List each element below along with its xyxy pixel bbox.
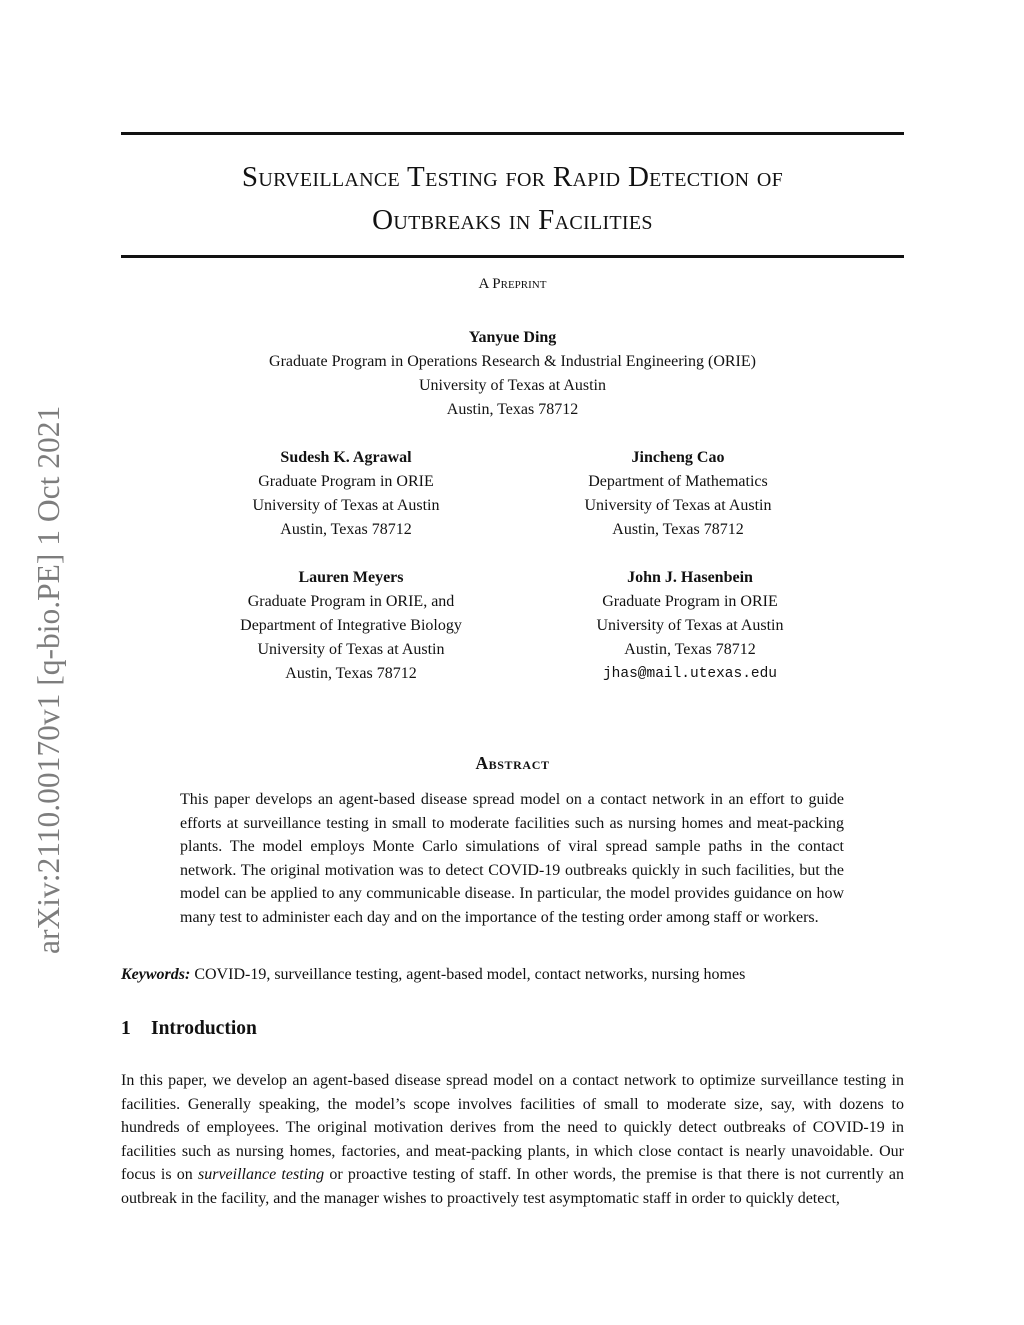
abstract-text: This paper develops an agent-based disease spread model on a contact network in an effort to guide efforts at surveillance testing in small to moderate facilities such as nursing homes and meat-packing plants. The model employs Monte Carlo simulations of viral spread sample paths in the contact network. The original motivation was to detect COVID-19 outbreaks quickly in such facilities, but the model can be applied to any communicable disease. In particular, the model provides guidance on how many test to administer each day and on the importance of the testing order among staff or workers.: [180, 791, 844, 926]
author-affiliation: Department of Integrative Biology: [240, 617, 462, 634]
author-block-meyers: [211, 566, 491, 686]
author-name: Jincheng Cao: [631, 449, 725, 466]
author-affiliation: University of Texas at Austin: [252, 497, 440, 514]
section-title: Introduction: [151, 1018, 257, 1039]
title-line-2: Outbreaks in Facilities: [372, 204, 653, 236]
author-affiliation: University of Texas at Austin: [596, 617, 784, 634]
author-affiliation: University of Texas at Austin: [584, 497, 772, 514]
bottom-rule: [121, 255, 904, 258]
keywords-text: COVID-19, surveillance testing, agent-based model, contact networks, nursing homes: [194, 966, 746, 983]
author-affiliation: Department of Mathematics: [588, 473, 768, 490]
preprint-label: A Preprint: [478, 276, 547, 292]
author-affiliation: Austin, Texas 78712: [612, 521, 744, 538]
author-block-ding: [121, 326, 904, 422]
author-email[interactable]: jhas@mail.utexas.edu: [602, 666, 778, 682]
section-heading: [121, 1018, 257, 1040]
author-affiliation: Graduate Program in ORIE, and: [247, 593, 455, 610]
author-block-cao: [553, 446, 803, 542]
title-line-1: Surveillance Testing for Rapid Detection of: [241, 161, 784, 193]
author-affiliation: University of Texas at Austin: [418, 377, 606, 394]
author-affiliation: University of Texas at Austin: [257, 641, 445, 658]
author-affiliation: Graduate Program in Operations Research & Industrial Engineering (ORIE): [269, 353, 756, 370]
keywords: [121, 963, 745, 987]
author-block-agrawal: [221, 446, 471, 542]
top-rule: [121, 132, 904, 135]
author-affiliation: Austin, Texas 78712: [280, 521, 412, 538]
intro-text: In this paper, we develop an agent-based disease spread model on a contact network to optimize surveillance testing in facilities. Generally speaking, the model’s scope involves facilities of small to moderate size, say, with dozens to hundreds of employees. The original motivation derives from the need to quickly detect outbreaks of COVID-19 in facilities such as nursing homes, factories, and meat-packing plants, in which close contact is nearly unavoidable. Our focus is on: [121, 1072, 904, 1184]
author-affiliation: Graduate Program in ORIE: [258, 473, 434, 490]
author-block-hasenbein: [565, 566, 815, 686]
arxiv-identifier: arXiv:2110.00170v1 [q-bio.PE] 1 Oct 2021: [31, 405, 66, 954]
introduction-paragraph: [121, 1069, 904, 1211]
author-name: Sudesh K. Agrawal: [280, 449, 412, 466]
intro-text: or proactive testing of staff. In other words, the premise is that there is not currently an outbreak in the facility, and the manager wishes to proactively test asymptomatic staff in order to quickly detect,: [121, 1166, 905, 1207]
author-affiliation: Austin, Texas 78712: [624, 641, 756, 658]
author-affiliation: Austin, Texas 78712: [446, 401, 579, 418]
keywords-label: Keywords:: [121, 966, 191, 983]
intro-emphasis: surveillance testing: [198, 1166, 325, 1184]
author-name: John J. Hasenbein: [627, 569, 753, 586]
abstract-heading: Abstract: [475, 753, 550, 773]
author-name: Yanyue Ding: [468, 329, 557, 346]
author-affiliation: Graduate Program in ORIE: [602, 593, 778, 610]
author-name: Lauren Meyers: [298, 569, 404, 586]
author-affiliation: Austin, Texas 78712: [285, 665, 417, 682]
section-number: 1: [121, 1018, 131, 1039]
